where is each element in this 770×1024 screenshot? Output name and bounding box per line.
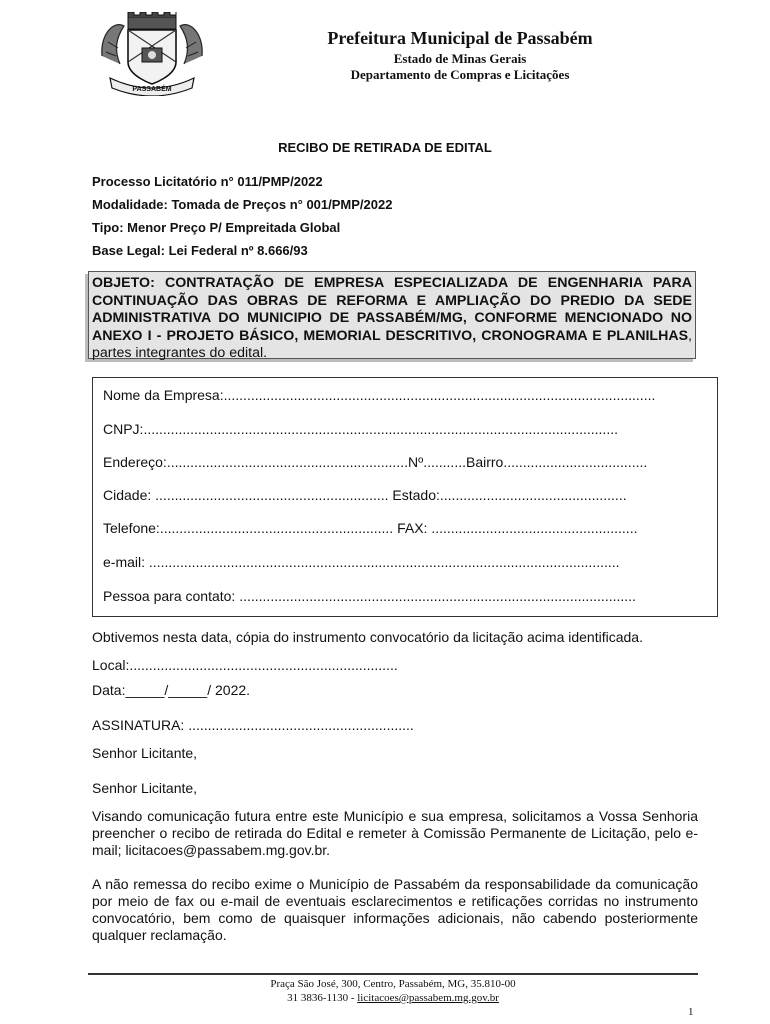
instructions-paragraph: Visando comunicação futura entre este Município e sua empresa, solicitamos a Vossa Senhoria preencher o recibo de retirada do Edital e remeter à Comissão Permanente de Licitação, pelo e-mail; licitacoes@passabem.mg.gov.br.	[92, 808, 698, 858]
signature-field[interactable]: ASSINATURA: ..........................................................	[92, 717, 414, 733]
greeting-1: Senhor Licitante,	[92, 745, 198, 761]
city-state-field[interactable]: Cidade: ............................................................ Estado:................................................	[103, 487, 627, 503]
company-name-field[interactable]: Nome da Empresa:...............................................................................................................	[103, 387, 656, 403]
header-state: Estado de Minas Gerais	[393, 51, 527, 66]
cnpj-field[interactable]: CNPJ:..........................................................................................................................	[103, 421, 618, 437]
local-field[interactable]: Local:.....................................................................	[92, 657, 398, 673]
date-field[interactable]: Data:_____/_____/ 2022.	[92, 682, 251, 698]
coat-of-arms-logo	[96, 12, 208, 96]
footer-contact	[88, 992, 698, 1004]
phone-fax-field[interactable]: Telefone:............................................................ FAX: .....................................................	[103, 520, 638, 536]
modality: Modalidade: Tomada de Preços n° 001/PMP/2022	[92, 197, 393, 212]
logo-banner-text: PASSABÉM	[132, 86, 172, 93]
address-field[interactable]: Endereço:..............................................................Nº...........Bairro.....................................	[103, 454, 648, 470]
receipt-statement: Obtivemos nesta data, cópia do instrumento convocatório da licitação acima identificada.	[92, 629, 643, 645]
coat-of-arms-icon	[96, 12, 208, 96]
footer-phone: 31 3836-1130 -	[287, 992, 358, 1004]
greeting-2: Senhor Licitante,	[92, 780, 198, 796]
tender-type: Tipo: Menor Preço P/ Empreitada Global	[92, 220, 341, 235]
objeto-box	[88, 271, 696, 359]
objeto-normal-text: , partes integrantes do edital.	[92, 327, 692, 361]
email-field[interactable]: e-mail: .........................................................................................................................	[103, 554, 620, 570]
process-number: Processo Licitatório n° 011/PMP/2022	[92, 174, 323, 189]
legal-basis: Base Legal: Lei Federal nº 8.666/93	[92, 243, 308, 258]
contact-person-field[interactable]: Pessoa para contato: ......................................................................................................	[103, 588, 636, 604]
page-number: 1	[688, 1006, 694, 1018]
document-title: RECIBO DE RETIRADA DE EDITAL	[278, 140, 492, 155]
disclaimer-paragraph: A não remessa do recibo exime o Município de Passabém da responsabilidade da comunicação por meio de fax ou e-mail de eventuais esclarecimentos e retificações corridas no instrumento convocatório, bem como de quaisquer informações adicionais, não cabendo posteriormente qualquer reclamação.	[92, 876, 698, 943]
company-form	[92, 377, 718, 617]
header-title: Prefeitura Municipal de Passabém	[327, 28, 593, 48]
header-department: Departamento de Compras e Licitações	[350, 67, 570, 82]
objeto-bold-text: OBJETO: CONTRATAÇÃO DE EMPRESA ESPECIALIZADA DE ENGENHARIA PARA CONTINUAÇÃO DAS OBRAS DE REFORMA E AMPLIAÇÃO DO PREDIO DA SEDE ADMINISTRATIVA DO MUNICIPIO DE PASSABÉM/MG, CONFORME MENCIONADO NO ANEXO I - PROJETO BÁSICO, MEMORIAL DESCRITIVO, CRONOGRAMA E PLANILHAS	[92, 275, 692, 344]
footer-email-link[interactable]: licitacoes@passabem.mg.gov.br	[357, 992, 499, 1004]
footer-address: Praça São José, 300, Centro, Passabém, MG, 35.810-00	[270, 978, 516, 990]
footer-divider	[88, 973, 698, 975]
